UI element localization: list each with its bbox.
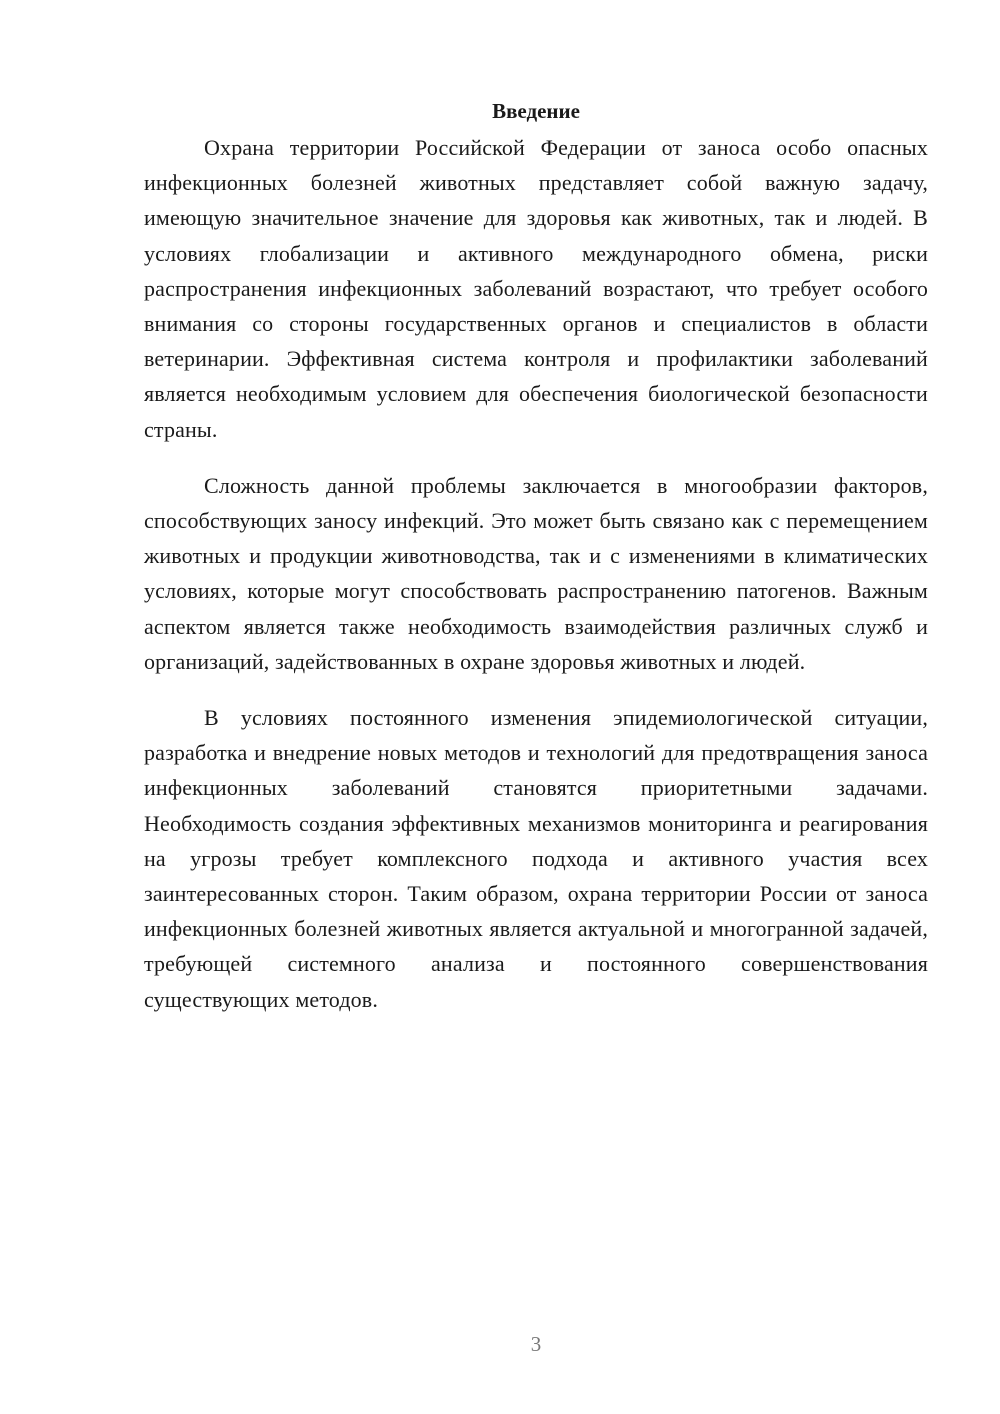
paragraph-3: В условиях постоянного изменения эпидемиологической ситуации, разработка и внедрение новых методов и технологий для предотвращения заноса инфекционных заболеваний становятся приоритетными задачами. Необходимость создания эффективных механизмов мониторинга и реагирования на угрозы требует комплексного подхода и активного участия всех заинтересованных сторон. Таким образом, охрана территории России от заноса инфекционных болезней животных является актуальной и многогранной задачей, требующей системного анализа и постоянного совершенствования существующих методов.	[144, 705, 928, 1012]
paragraph-2: Сложность данной проблемы заключается в многообразии факторов, способствующих заносу инфекций. Это может быть связано как с перемещением животных и продукции животноводства, так и с изменениями в климатических условиях, которые могут способствовать распространению патогенов. Важным аспектом является также необходимость взаимодействия различных служб и организаций, задействованных в охране здоровья животных и людей.	[144, 472, 928, 674]
page-title: Введение	[492, 99, 580, 123]
page-content	[144, 96, 928, 1017]
page-number: 3	[530, 1332, 542, 1356]
paragraph-1: Охрана территории Российской Федерации от заноса особо опасных инфекционных болезней животных представляет собой важную задачу, имеющую значительное значение для здоровья как животных, так и людей. В условиях глобализации и активного международного обмена, риски распространения инфекционных заболеваний возрастают, что требует особого внимания со стороны государственных органов и специалистов в области ветеринарии. Эффективная система контроля и профилактики заболеваний является необходимым условием для обеспечения биологической безопасности страны.	[144, 135, 928, 442]
